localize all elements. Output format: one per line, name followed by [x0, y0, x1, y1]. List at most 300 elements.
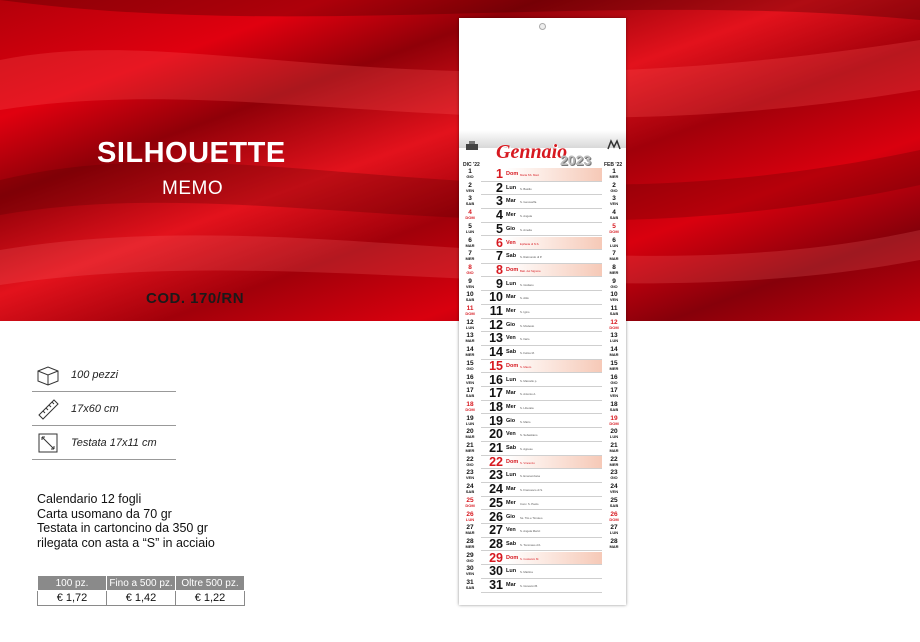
mini-weekday: MAR: [609, 256, 619, 262]
mini-weekday: LUN: [609, 530, 619, 536]
saint-name: S. Angela: [520, 214, 532, 219]
mini-day-number: 15: [610, 359, 618, 367]
prev-month-day: [462, 512, 478, 522]
mini-weekday: SAB: [609, 311, 619, 316]
mini-day-number: 24: [466, 483, 474, 491]
day-number: 23: [489, 468, 503, 483]
saint-name: Ss. Tito e Timoteo: [520, 515, 543, 520]
day-number: 8: [496, 262, 503, 277]
mini-weekday: MER: [465, 448, 475, 453]
saint-name: S. Agnese: [520, 447, 533, 451]
day-number: 4: [496, 208, 503, 223]
mini-weekday: VEN: [609, 297, 619, 303]
next-month-day: [606, 402, 622, 412]
saint-name: Maria SS. Mad.: [520, 173, 540, 177]
day-number: 31: [489, 578, 503, 592]
mini-weekday: LUN: [609, 338, 619, 344]
weekday: Mar: [506, 294, 516, 301]
day-number: 7: [496, 249, 503, 264]
day-number: 30: [489, 564, 503, 579]
prev-month-day: [462, 498, 478, 508]
mini-weekday: MER: [465, 256, 475, 262]
box-icon: [35, 362, 61, 388]
day-number: 10: [489, 290, 503, 305]
saint-name: S. Antonio A.: [520, 392, 537, 397]
mini-weekday: VEN: [465, 283, 475, 289]
weekday: Lun: [506, 280, 517, 287]
mini-weekday: LUN: [465, 324, 475, 330]
next-month-label: FEB '22: [604, 162, 623, 168]
mini-weekday: SAB: [465, 297, 475, 303]
weekday: Mer: [506, 499, 516, 506]
day-number: 1: [496, 167, 503, 181]
mini-weekday: MER: [609, 174, 619, 179]
calendar-day-row: [481, 374, 602, 388]
mini-day-number: 16: [610, 373, 618, 381]
weekday: Ven: [506, 527, 516, 534]
mini-weekday: MAR: [609, 448, 619, 453]
mini-day-number: 18: [466, 400, 474, 408]
weekday: Mer: [506, 308, 516, 314]
weekday: Mer: [506, 212, 516, 219]
prev-month-day: [462, 347, 478, 357]
mini-weekday: GIO: [466, 557, 474, 563]
weekday: Gio: [506, 513, 516, 520]
mini-day-number: 13: [466, 332, 474, 340]
mini-day-number: 17: [466, 387, 474, 395]
next-month-day: [606, 484, 622, 494]
mini-weekday: LUN: [609, 242, 619, 248]
calendar-day-row: [481, 168, 602, 182]
mini-weekday: MER: [609, 461, 619, 467]
next-month-day: [606, 251, 622, 261]
prev-month-day: [462, 196, 478, 206]
day-number: 20: [489, 427, 503, 442]
mini-day-number: 31: [466, 579, 474, 586]
mini-day-number: 26: [466, 510, 474, 518]
saint-name: S. Igino: [520, 310, 530, 314]
saint-name: S. Mario: [520, 419, 531, 424]
prev-month-day: [462, 402, 478, 412]
mini-day-number: 12: [466, 318, 474, 326]
prev-month-day: [462, 333, 478, 343]
ruler-icon: [35, 396, 61, 422]
mini-day-number: 14: [610, 346, 618, 354]
calendar-day-row: [481, 182, 602, 196]
weekday: Mer: [506, 403, 516, 410]
day-number: 6: [496, 235, 503, 250]
mini-day-number: 21: [610, 442, 618, 449]
prev-month-day: [462, 361, 478, 371]
next-month-day: [606, 539, 622, 549]
weekday: Lun: [506, 184, 517, 191]
weekday: Dom: [506, 362, 519, 369]
day-number: 26: [489, 509, 503, 524]
mini-day-number: 12: [610, 318, 618, 326]
mini-day-number: 23: [610, 469, 618, 477]
mini-day-number: 7: [612, 250, 616, 258]
mini-weekday: SAB: [609, 215, 619, 221]
prev-month-day: [462, 169, 478, 179]
calendar-day-row: [481, 565, 602, 579]
calendar-year: 2023: [560, 152, 592, 168]
calendar-day-row: [481, 511, 602, 525]
mini-weekday: GIO: [466, 461, 474, 467]
next-month-day: [606, 388, 622, 398]
calendar-day-row: [481, 469, 602, 483]
price-header: Fino a 500 pz.: [107, 576, 176, 591]
next-month-day: [606, 375, 622, 385]
prev-month-day: [462, 580, 478, 590]
mini-weekday: GIO: [610, 187, 618, 193]
mini-day-number: 30: [466, 565, 474, 573]
saint-name: S. Marcello p.: [520, 378, 538, 383]
mini-weekday: VEN: [609, 201, 619, 207]
prev-month-day: [462, 388, 478, 398]
prev-month-day: [462, 279, 478, 289]
next-month-day: [606, 306, 622, 316]
weekday: Ven: [506, 335, 516, 342]
mini-weekday: MAR: [465, 434, 475, 440]
mini-day-number: 8: [612, 263, 616, 271]
mini-weekday: DOM: [609, 516, 619, 522]
next-month-day: [606, 512, 622, 522]
price-table: [37, 575, 245, 606]
weekday: Gio: [506, 225, 516, 232]
day-number: 9: [496, 276, 503, 291]
calendar-day-row: [481, 497, 602, 511]
mini-weekday: DOM: [465, 311, 475, 316]
saint-name: S. Emerenziana: [520, 474, 540, 479]
next-month-day: [606, 279, 622, 289]
saint-name: S. Aldo: [520, 296, 529, 301]
day-number: 18: [489, 399, 503, 414]
weekday: Ven: [506, 431, 516, 438]
day-number: 13: [489, 331, 503, 346]
next-month-day: [606, 457, 622, 467]
product-description: [37, 492, 215, 550]
mini-day-number: 10: [466, 291, 474, 299]
mini-weekday: MER: [465, 352, 475, 358]
next-month-day: [606, 320, 622, 330]
mini-day-number: 10: [610, 291, 618, 299]
mini-day-number: 17: [610, 387, 618, 395]
price-cell: € 1,72: [38, 591, 107, 606]
next-month-day: [606, 183, 622, 193]
mini-day-number: 2: [612, 181, 616, 189]
calendar-day-row: [481, 195, 602, 209]
day-number: 11: [489, 304, 503, 318]
mini-weekday: DOM: [609, 228, 619, 234]
mini-weekday: SAB: [609, 406, 619, 412]
next-month-day: [606, 224, 622, 234]
saint-name: S. Raimondo di P.: [520, 255, 543, 260]
next-month-day: [606, 265, 622, 275]
saint-name: S. Liberata: [520, 405, 534, 410]
day-number: 17: [489, 386, 503, 401]
next-month-day: [606, 416, 622, 426]
calendar-day-row: [481, 387, 602, 401]
day-number: 3: [496, 194, 503, 209]
mini-day-number: 21: [466, 442, 474, 449]
saint-name: S. Genoveffa: [520, 200, 537, 205]
mini-weekday: DOM: [609, 324, 619, 330]
calendar-day-row: [481, 209, 602, 223]
mini-day-number: 6: [468, 236, 472, 244]
calendar-day-row: [481, 237, 602, 251]
feature-quantity-label: 100 pezzi: [71, 368, 119, 381]
brand-logo-icon: [607, 139, 621, 151]
day-number: 25: [489, 495, 503, 510]
prev-month-label: DIC '22: [463, 162, 480, 168]
mini-day-number: 18: [610, 400, 618, 408]
mini-day-number: 20: [466, 428, 474, 436]
mini-weekday: GIO: [466, 269, 474, 275]
day-number: 14: [489, 345, 503, 360]
day-number: 24: [489, 482, 503, 497]
saint-name: S. Giovanni B.: [520, 584, 538, 588]
mini-weekday: VEN: [465, 379, 475, 385]
mini-day-number: 5: [468, 222, 472, 230]
calendar-day-row: [481, 552, 602, 566]
weekday: Lun: [506, 568, 517, 575]
calendar-day-row: [481, 401, 602, 415]
prev-month-day: [462, 484, 478, 494]
saint-name: S. Sebastiano: [520, 433, 538, 438]
mini-weekday: MER: [609, 269, 619, 275]
mini-day-number: 2: [468, 181, 472, 189]
prev-month-day: [462, 306, 478, 316]
next-month-day: [606, 498, 622, 508]
mini-day-number: 6: [612, 236, 616, 244]
mini-weekday: MAR: [465, 530, 475, 536]
calendar-day-row: [481, 579, 602, 593]
mini-day-number: 9: [468, 277, 472, 285]
mini-day-number: 19: [610, 414, 618, 422]
saint-name: S. Costanzo M.: [520, 556, 540, 561]
prev-month-day: [462, 251, 478, 261]
calendar-day-row: [481, 360, 602, 374]
weekday: Dom: [506, 458, 519, 465]
mini-weekday: MER: [609, 365, 619, 371]
calendar-month: Gennaio: [496, 141, 568, 163]
day-number: 21: [489, 441, 503, 455]
mini-weekday: LUN: [465, 420, 475, 426]
saint-name: S. Basilio: [520, 186, 532, 191]
description-line: Calendario 12 fogli: [37, 492, 142, 506]
product-title: SILHOUETTE: [97, 137, 286, 169]
saint-name: Epifania di N.S.: [520, 241, 540, 246]
weekday: Gio: [506, 417, 516, 424]
mini-day-number: 20: [610, 428, 618, 436]
calendar-day-row: [481, 305, 602, 319]
day-number: 29: [489, 550, 503, 565]
saint-name: S. Giuliano: [520, 282, 534, 287]
mini-day-number: 22: [466, 455, 474, 463]
saint-name: S. Francesco di S.: [520, 488, 543, 493]
calendar-day-row: [481, 456, 602, 470]
weekday: Dom: [506, 266, 519, 273]
next-month-day: [606, 443, 622, 453]
day-number: 28: [489, 536, 503, 551]
mini-weekday: GIO: [610, 283, 618, 289]
mini-day-number: 5: [612, 222, 616, 230]
prev-month-day: [462, 525, 478, 535]
prev-month-day: [462, 224, 478, 234]
weekday: Ven: [506, 239, 516, 246]
calendar-mockup: [459, 18, 626, 605]
mini-weekday: GIO: [610, 475, 618, 481]
next-month-day: [606, 525, 622, 535]
price-cell: € 1,22: [176, 591, 245, 606]
calendar-day-row: [481, 278, 602, 292]
mini-day-number: 14: [466, 346, 474, 354]
price-header: 100 pz.: [38, 576, 107, 591]
calendar-day-row: [481, 291, 602, 305]
mini-weekday: MER: [465, 543, 475, 549]
calendar-day-row: [481, 428, 602, 442]
mini-day-number: 28: [466, 537, 474, 545]
feature-header-size: [32, 426, 176, 460]
weekday: Sab: [506, 445, 517, 451]
mini-weekday: GIO: [610, 379, 618, 385]
feature-quantity: [32, 358, 176, 392]
next-month-day: [606, 347, 622, 357]
next-month-day: [606, 429, 622, 439]
mini-day-number: 11: [610, 305, 618, 312]
prev-month-day: [462, 265, 478, 275]
mini-weekday: GIO: [466, 365, 474, 371]
mini-day-number: 23: [466, 469, 474, 477]
mini-weekday: SAB: [465, 201, 475, 207]
next-month-day: [606, 361, 622, 371]
mini-day-number: 27: [610, 524, 618, 532]
saint-name: S. Martina: [520, 570, 533, 575]
mini-weekday: SAB: [609, 502, 619, 508]
day-number: 16: [489, 372, 503, 387]
mini-weekday: SAB: [465, 489, 475, 495]
next-month-day: [606, 169, 622, 179]
day-number: 15: [489, 358, 503, 373]
prev-month-day: [462, 457, 478, 467]
weekday: Sab: [506, 540, 517, 547]
feature-size-label: 17x60 cm: [71, 402, 119, 415]
weekday: Dom: [506, 171, 519, 177]
saint-name: S. Ilario: [520, 337, 530, 342]
mini-weekday: DOM: [465, 215, 475, 221]
weekday: Mar: [506, 198, 516, 205]
mini-day-number: 25: [610, 496, 618, 504]
mini-weekday: GIO: [466, 174, 474, 179]
mini-day-number: 13: [610, 332, 618, 340]
mini-day-number: 4: [468, 209, 472, 217]
calendar-day-row: [481, 524, 602, 538]
prev-month-day: [462, 292, 478, 302]
mini-weekday: SAB: [465, 585, 475, 590]
saint-name: Conv. S. Paolo: [520, 501, 539, 506]
price-cell: € 1,42: [107, 591, 176, 606]
product-subtitle: MEMO: [162, 178, 224, 199]
day-number: 19: [489, 413, 503, 428]
prev-month-day: [462, 470, 478, 480]
saint-name: S. Amelia: [520, 227, 532, 232]
calendar-day-row: [481, 415, 602, 429]
hanging-hole: [539, 23, 546, 30]
mini-day-number: 8: [468, 263, 472, 271]
mini-weekday: LUN: [465, 228, 475, 234]
product-code: COD. 170/RN: [146, 290, 245, 307]
mini-weekday: VEN: [465, 475, 475, 481]
prev-month-day: [462, 553, 478, 563]
next-month-day: [606, 210, 622, 220]
mini-day-number: 11: [466, 305, 474, 312]
calendar-day-row: [481, 538, 602, 552]
weekday: Mar: [506, 390, 516, 397]
prev-month-day: [462, 539, 478, 549]
mini-day-number: 3: [612, 195, 616, 203]
prev-month-day: [462, 320, 478, 330]
next-month-day: [606, 292, 622, 302]
calendar-day-row: [481, 319, 602, 333]
feature-size: [32, 392, 176, 426]
day-number: 27: [489, 523, 503, 538]
mini-day-number: 28: [610, 537, 618, 545]
weekday: Sab: [506, 349, 517, 356]
day-number: 22: [489, 454, 503, 469]
mini-day-number: 1: [612, 168, 616, 175]
prev-month-day: [462, 429, 478, 439]
mini-weekday: VEN: [609, 489, 619, 495]
feature-header-size-label: Testata 17x11 cm: [71, 436, 157, 449]
mini-day-number: 19: [466, 414, 474, 422]
calendar-day-row: [481, 483, 602, 497]
mini-day-number: 24: [610, 483, 618, 491]
prev-month-day: [462, 183, 478, 193]
mini-weekday: MAR: [609, 543, 619, 549]
saint-name: S. Mauro: [520, 364, 532, 369]
printer-logo-icon: [465, 141, 479, 151]
next-month-day: [606, 196, 622, 206]
saint-name: S. Felice M.: [520, 351, 535, 356]
mini-day-number: 1: [468, 168, 472, 175]
mini-day-number: 16: [466, 373, 474, 381]
prev-month-day: [462, 566, 478, 576]
description-line: rilegata con asta a “S” in acciaio: [37, 535, 215, 550]
mini-weekday: LUN: [609, 434, 619, 440]
mini-day-number: 3: [468, 195, 472, 203]
mini-weekday: VEN: [465, 571, 475, 577]
saint-name: S. Angela Merici: [520, 529, 541, 534]
calendar-day-row: [481, 250, 602, 264]
next-month-day: [606, 238, 622, 248]
next-month-day: [606, 470, 622, 480]
weekday: Gio: [506, 321, 516, 328]
mini-day-number: 25: [466, 496, 474, 504]
prev-month-day: [462, 210, 478, 220]
description-line: Testata in cartoncino da 350 gr: [37, 521, 208, 535]
prev-month-day: [462, 416, 478, 426]
mini-weekday: MAR: [465, 242, 475, 248]
price-header: Oltre 500 pz.: [176, 576, 245, 591]
mini-weekday: DOM: [465, 502, 475, 508]
weekday: Lun: [506, 472, 517, 479]
calendar-day-row: [481, 223, 602, 237]
day-number: 2: [496, 180, 503, 195]
weekday: Lun: [506, 376, 517, 383]
calendar-day-row: [481, 442, 602, 456]
mini-day-number: 4: [612, 209, 616, 217]
saint-name: S. Modesto: [520, 323, 535, 328]
